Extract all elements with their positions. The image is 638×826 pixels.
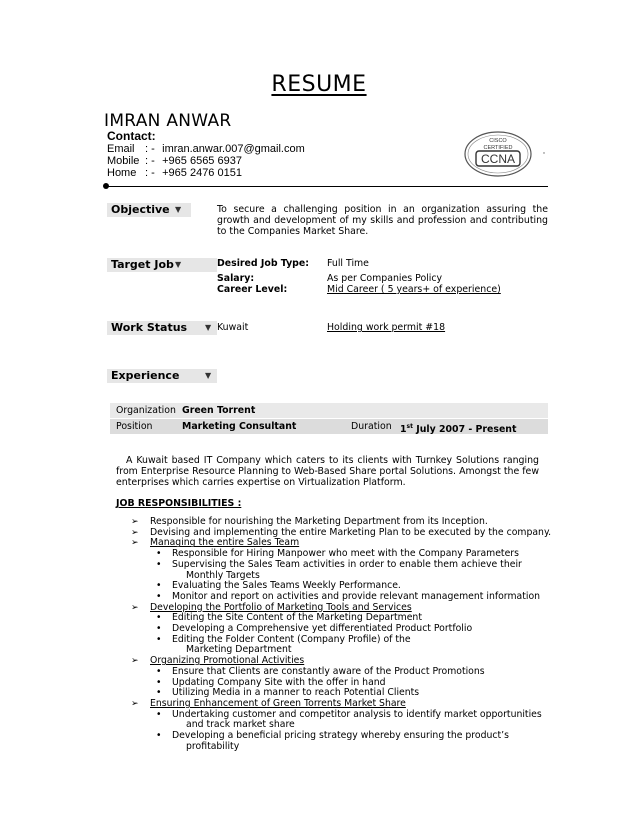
list-continuation: and track market share: [186, 719, 295, 731]
list-continuation: profitability: [186, 740, 240, 752]
list-item-text: Editing the Site Content of the Marketing Department: [172, 612, 422, 624]
list-item-text: Developing the Portfolio of Marketing Tools and Services: [150, 601, 412, 613]
list-subitem: [118, 560, 558, 571]
list-item-text: Utilizing Media in a manner to reach Potential Clients: [172, 687, 420, 699]
arrow-bullet-icon: ➢: [131, 517, 139, 527]
resume-title: RESUME: [271, 72, 367, 97]
dot-bullet-icon: •: [156, 548, 162, 560]
list-item-text: Editing the Folder Content (Company Profile) of the: [172, 633, 411, 645]
responsibilities-heading: JOB RESPONSIBILITIES :: [116, 498, 242, 509]
dot-bullet-icon: •: [156, 708, 162, 720]
list-subitem: [118, 731, 558, 742]
mobile-value: +965 6565 6937: [162, 155, 242, 167]
responsibilities-list: [118, 517, 558, 752]
list-item-text: Organizing Promotional Activities: [150, 655, 305, 667]
dot-bullet-icon: •: [156, 580, 162, 592]
contact-email-row: [107, 143, 305, 155]
desired-job-label: Desired Job Type:: [217, 258, 310, 269]
caret-down-icon: ▼: [175, 205, 182, 214]
duration-rest: July 2007 - Present: [412, 424, 517, 436]
contact-header: Contact:: [107, 129, 156, 143]
target-job-section-label: [107, 258, 217, 272]
career-level-value: Mid Career ( 5 years+ of experience): [327, 284, 501, 295]
duration-day: 1: [400, 424, 407, 436]
list-subitem: [118, 635, 558, 646]
logo-certified-text: CERTIFIED: [483, 145, 513, 151]
salary-label: Salary:: [217, 273, 255, 284]
company-description: A Kuwait based IT Company which caters to its clients with Turnkey Solutions ranging from Enterprise Resource Planning to Web-Based Share portal Solutions. Amongst the few enterprises which carries expertise on Virtualization Platform.: [116, 455, 539, 488]
list-item-text: Updating Company Site with the offer in hand: [172, 676, 386, 688]
list-item-text: Undertaking customer and competitor analysis to identify market opportunities: [172, 708, 542, 720]
list-item-text: Developing a Comprehensive yet differentiated Product Portfolio: [172, 623, 473, 635]
duration-value: [400, 419, 516, 437]
list-item-text: Ensure that Clients are constantly aware of the Product Promotions: [172, 665, 485, 677]
position-row: [110, 419, 548, 434]
work-country: Kuwait: [217, 322, 249, 333]
org-value: Green Torrent: [182, 405, 256, 416]
dot-bullet-icon: •: [156, 623, 162, 635]
dot-bullet-icon: •: [156, 687, 162, 699]
list-continuation: Marketing Department: [186, 644, 292, 656]
mobile-sep: : -: [145, 155, 155, 167]
experience-section-label: [107, 369, 217, 383]
list-item-text: Responsible for Hiring Manpower who meet with the Company Parameters: [172, 548, 519, 560]
objective-text: To secure a challenging position in an organization assuring the growth and development of my skills and profession and contributing to the Companies Market Share.: [217, 204, 548, 237]
list-item-text: Evaluating the Sales Teams Weekly Performance.: [172, 580, 401, 592]
logo-ccna-text: CCNA: [480, 152, 516, 166]
arrow-bullet-icon: ➢: [131, 602, 139, 613]
dot-bullet-icon: •: [156, 676, 162, 688]
dot-bullet-icon: •: [156, 558, 162, 570]
header-rule: [106, 186, 548, 187]
list-item-text: Managing the entire Sales Team: [150, 537, 300, 549]
list-item-text: Monitor and report on activities and provide relevant management information: [172, 590, 541, 602]
duration-suffix: st: [406, 423, 413, 430]
target-job-label-text: Target Job: [111, 258, 174, 271]
mobile-label: Mobile: [107, 155, 140, 167]
salary-value: As per Companies Policy: [327, 273, 443, 284]
list-item-text: Responsible for nourishing the Marketing Department from its Inception.: [150, 516, 488, 527]
home-value: +965 2476 0151: [162, 167, 242, 179]
email-value[interactable]: imran.anwar.007@gmail.com: [162, 143, 305, 155]
work-permit: Holding work permit #18: [327, 322, 446, 333]
duration-label: Duration: [351, 421, 392, 432]
caret-down-icon: ▼: [205, 371, 212, 380]
dot-bullet-icon: •: [156, 612, 162, 624]
contact-home-row: [107, 167, 305, 179]
caret-down-icon: ▼: [175, 260, 182, 269]
dot-bullet-icon: •: [156, 730, 162, 742]
arrow-bullet-icon: ➢: [131, 527, 139, 538]
ccna-logo-icon: [462, 128, 546, 178]
list-item-text: Ensuring Enhancement of Green Torrents Market Share: [150, 697, 406, 709]
list-item-text: Supervising the Sales Team activities in order to enable them achieve their: [172, 558, 522, 570]
dot-bullet-icon: •: [156, 665, 162, 677]
position-value: Marketing Consultant: [182, 421, 297, 432]
home-label: Home: [107, 167, 137, 179]
org-label: Organization: [116, 405, 176, 416]
organization-row: [110, 403, 548, 418]
email-label: Email: [107, 143, 135, 155]
contact-mobile-row: [107, 155, 305, 167]
objective-section-label: [107, 203, 191, 217]
caret-down-icon: ▼: [205, 323, 212, 332]
experience-label-text: Experience: [111, 369, 180, 382]
objective-label-text: Objective: [111, 203, 170, 216]
list-item-text: Developing a beneficial pricing strategy whereby ensuring the product’s: [172, 730, 509, 742]
email-sep: : -: [145, 143, 155, 155]
arrow-bullet-icon: ➢: [131, 656, 139, 667]
career-level-label: Career Level:: [217, 284, 288, 295]
desired-job-value: Full Time: [327, 258, 369, 269]
list-continuation: Monthly Targets: [186, 569, 260, 581]
dot-bullet-icon: •: [156, 590, 162, 602]
list-subitem: [118, 710, 558, 721]
arrow-bullet-icon: ➢: [131, 538, 139, 549]
work-status-label-text: Work Status: [111, 321, 188, 334]
home-sep: : -: [145, 167, 155, 179]
logo-cisco-text: CISCO: [489, 138, 507, 144]
dot-bullet-icon: •: [156, 633, 162, 645]
list-item-text: Devising and implementing the entire Marketing Plan to be executed by the company.: [150, 526, 552, 538]
candidate-name: IMRAN ANWAR: [104, 111, 232, 131]
contact-block: [107, 130, 305, 179]
work-status-section-label: [107, 321, 217, 335]
arrow-bullet-icon: ➢: [131, 698, 139, 709]
position-label: Position: [116, 421, 153, 432]
